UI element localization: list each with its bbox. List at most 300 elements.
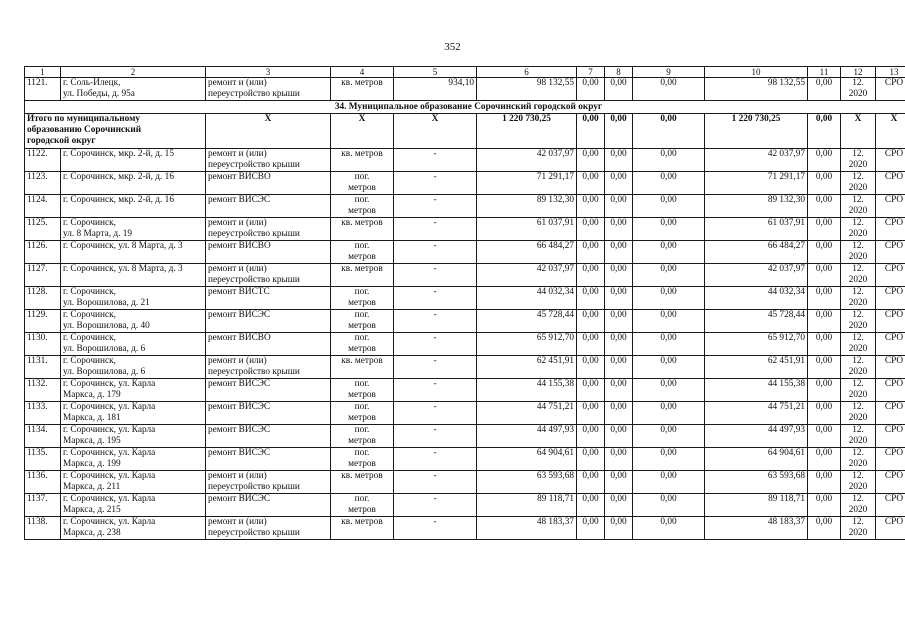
method-cell bbox=[876, 218, 905, 241]
address-cell-line: Маркса, д. 181 bbox=[63, 413, 121, 423]
work-type-cell-line: ремонт и (или) bbox=[208, 264, 267, 274]
total-cost-cell bbox=[477, 471, 577, 494]
total-cost-cell bbox=[477, 425, 577, 448]
col11-cell bbox=[808, 402, 841, 425]
volume-cell-line: - bbox=[433, 218, 437, 228]
col10-cell bbox=[705, 402, 808, 425]
method-cell bbox=[876, 379, 905, 402]
col11-cell-line: 0,00 bbox=[815, 264, 833, 274]
completion-date-cell-line: 12. bbox=[852, 379, 864, 389]
unit-cell-line: метров bbox=[348, 390, 376, 400]
work-type-cell-line: ремонт и (или) bbox=[208, 517, 267, 527]
col7-cell bbox=[577, 78, 605, 101]
col8-cell-line: 0,00 bbox=[610, 356, 627, 366]
work-type-cell bbox=[206, 425, 331, 448]
work-type-cell-line bbox=[208, 206, 328, 217]
column-number-11: 11 bbox=[808, 67, 841, 78]
total-cost-cell bbox=[477, 356, 577, 379]
method-cell-line: СРО bbox=[884, 356, 904, 366]
col8-cell bbox=[605, 448, 633, 471]
address-cell-line: г. Сорочинск, bbox=[63, 333, 116, 343]
column-number-13: 13 bbox=[876, 67, 905, 78]
address-cell-line: г. Сорочинск, bbox=[63, 287, 116, 297]
col11-cell bbox=[808, 195, 841, 218]
table-row bbox=[25, 149, 905, 172]
col10-cell-line: 65 912,70 bbox=[767, 333, 805, 343]
work-type-cell-line: ремонт и (или) bbox=[208, 78, 267, 88]
col7-cell-line: 0,00 bbox=[582, 78, 599, 88]
col8-cell-line: 0,00 bbox=[610, 448, 627, 458]
col9-cell bbox=[633, 172, 705, 195]
row-number-line: 1130. bbox=[27, 333, 48, 343]
section-title: 34. Муниципальное образование Сорочинский городской округ bbox=[25, 101, 905, 114]
method-cell-line: СРО bbox=[884, 264, 904, 274]
unit-cell-line: кв. метров bbox=[341, 471, 383, 481]
completion-date-cell-line: 2020 bbox=[848, 436, 868, 446]
col10-cell-line: 42 037,97 bbox=[767, 149, 805, 159]
col8-cell bbox=[605, 356, 633, 379]
column-number-row bbox=[25, 67, 905, 78]
address-cell-line: г. Сорочинск, мкр. 2-й, д. 16 bbox=[63, 172, 174, 182]
address-cell-line bbox=[63, 206, 203, 217]
volume-cell-line: - bbox=[433, 448, 437, 458]
completion-date-cell-line: 12. bbox=[852, 218, 864, 228]
address-cell bbox=[61, 195, 206, 218]
unit-cell-line: метров bbox=[348, 183, 376, 193]
total-cost-cell bbox=[477, 333, 577, 356]
col11-cell-line: 0,00 bbox=[815, 78, 833, 88]
completion-date-cell bbox=[841, 379, 876, 402]
unit-cell-line: пог. bbox=[354, 494, 370, 504]
col8-cell bbox=[605, 494, 633, 517]
unit-cell bbox=[331, 402, 394, 425]
work-type-cell-line: ремонт ВИСЭС bbox=[208, 310, 271, 320]
unit-cell-line: кв. метров bbox=[341, 218, 383, 228]
volume-cell-line: - bbox=[433, 287, 437, 297]
work-type-cell bbox=[206, 471, 331, 494]
method-cell-line: СРО bbox=[884, 172, 904, 182]
section-total-row bbox=[25, 114, 905, 149]
volume-cell bbox=[394, 78, 477, 101]
col11-cell-line: 0,00 bbox=[815, 172, 833, 182]
unit-cell-line: метров bbox=[348, 321, 376, 331]
volume-cell bbox=[394, 425, 477, 448]
total-cost-cell bbox=[477, 114, 577, 149]
col9-cell-line: 0,00 bbox=[660, 356, 677, 366]
row-number bbox=[25, 494, 61, 517]
unit-cell-line: пог. bbox=[354, 172, 370, 182]
col7-cell-line: 0,00 bbox=[582, 287, 599, 297]
col8-cell bbox=[605, 287, 633, 310]
completion-date-cell bbox=[841, 333, 876, 356]
col11-cell-line: 0,00 bbox=[815, 287, 833, 297]
unit-cell bbox=[331, 425, 394, 448]
address-cell bbox=[61, 78, 206, 101]
col8-cell bbox=[605, 471, 633, 494]
address-cell-line: г. Сорочинск, ул. Карла bbox=[63, 402, 156, 412]
total-cost-cell bbox=[477, 517, 577, 540]
unit-cell bbox=[331, 78, 394, 101]
unit-cell-line: пог. bbox=[354, 448, 370, 458]
completion-date-cell bbox=[841, 264, 876, 287]
col9-cell-line: 0,00 bbox=[660, 425, 677, 435]
col9-cell bbox=[633, 195, 705, 218]
table-row bbox=[25, 494, 905, 517]
completion-date-cell bbox=[841, 356, 876, 379]
completion-date-cell-line: 2020 bbox=[848, 252, 868, 262]
method-cell-line: СРО bbox=[884, 494, 904, 504]
address-cell-line: ул. Победы, д. 95а bbox=[63, 89, 135, 99]
col7-cell-line: 0,00 bbox=[582, 425, 599, 435]
unit-cell bbox=[331, 448, 394, 471]
volume-cell-line: - bbox=[433, 195, 437, 205]
col11-cell-line: 0,00 bbox=[815, 333, 833, 343]
address-cell-line: г. Сорочинск, мкр. 2-й, д. 15 bbox=[63, 149, 174, 159]
completion-date-cell-line: 12. bbox=[852, 494, 864, 504]
col9-cell bbox=[633, 264, 705, 287]
col8-cell-line: 0,00 bbox=[610, 195, 627, 205]
unit-cell bbox=[331, 287, 394, 310]
work-type-cell-line: переустройство крыши bbox=[208, 528, 300, 538]
col11-cell bbox=[808, 310, 841, 333]
work-type-cell bbox=[206, 517, 331, 540]
unit-cell-line: метров bbox=[348, 206, 376, 216]
col8-cell bbox=[605, 149, 633, 172]
address-cell bbox=[61, 471, 206, 494]
total-cost-cell bbox=[477, 241, 577, 264]
address-cell-line: Маркса, д. 179 bbox=[63, 390, 121, 400]
col8-cell bbox=[605, 241, 633, 264]
total-date-cell bbox=[841, 114, 876, 149]
address-cell-line: г. Сорочинск, bbox=[63, 218, 116, 228]
total-unit-cell-line: Х bbox=[358, 114, 366, 124]
col10-cell-line: 66 484,27 bbox=[767, 241, 805, 251]
unit-cell-line: метров bbox=[348, 436, 376, 446]
col8-cell bbox=[605, 402, 633, 425]
work-type-cell-line: ремонт ВИСЭС bbox=[208, 448, 271, 458]
page-number: 352 bbox=[444, 41, 461, 53]
address-cell bbox=[61, 310, 206, 333]
col8-cell-line: 0,00 bbox=[610, 471, 627, 481]
address-cell-line: ул. Ворошилова, д. 21 bbox=[63, 298, 150, 308]
col11-cell bbox=[808, 379, 841, 402]
method-cell-line: СРО bbox=[884, 333, 904, 343]
method-cell bbox=[876, 356, 905, 379]
volume-cell bbox=[394, 287, 477, 310]
unit-cell-line: метров bbox=[348, 505, 376, 515]
row-number-line: 1123. bbox=[27, 172, 48, 182]
col9-cell-line: 0,00 bbox=[660, 287, 677, 297]
col10-cell-line: 89 132,30 bbox=[767, 195, 805, 205]
col10-cell-line: 64 904,61 bbox=[767, 448, 805, 458]
completion-date-cell bbox=[841, 425, 876, 448]
total-col9-cell-line: 0,00 bbox=[660, 114, 677, 124]
method-cell bbox=[876, 172, 905, 195]
volume-cell-line: - bbox=[433, 402, 437, 412]
address-cell-line: Маркса, д. 211 bbox=[63, 482, 121, 492]
col10-cell-line: 62 451,91 bbox=[767, 356, 805, 366]
total-method-cell-line: Х bbox=[890, 114, 898, 124]
completion-date-cell-line: 2020 bbox=[848, 528, 868, 538]
total-cost-cell-line: 48 183,37 bbox=[536, 517, 574, 527]
address-cell bbox=[61, 218, 206, 241]
table-row bbox=[25, 195, 905, 218]
row-number-line: 1136. bbox=[27, 471, 48, 481]
total-volume-cell bbox=[394, 114, 477, 149]
col10-cell-line: 44 032,34 bbox=[767, 287, 805, 297]
col7-cell bbox=[577, 356, 605, 379]
row-number-line: 1129. bbox=[27, 310, 48, 320]
col9-cell bbox=[633, 379, 705, 402]
completion-date-cell-line: 2020 bbox=[848, 321, 868, 331]
completion-date-cell bbox=[841, 494, 876, 517]
row-number bbox=[25, 218, 61, 241]
unit-cell-line: кв. метров bbox=[341, 78, 383, 88]
unit-cell bbox=[331, 494, 394, 517]
total-cost-cell bbox=[477, 448, 577, 471]
completion-date-cell bbox=[841, 78, 876, 101]
unit-cell bbox=[331, 379, 394, 402]
completion-date-cell-line: 12. bbox=[852, 287, 864, 297]
address-cell-line bbox=[63, 252, 203, 263]
col9-cell bbox=[633, 425, 705, 448]
column-number-7: 7 bbox=[577, 67, 605, 78]
address-cell-line: ул. Ворошилова, д. 6 bbox=[63, 367, 146, 377]
total-col11-cell-line: 0,00 bbox=[815, 114, 833, 124]
volume-cell-line: - bbox=[433, 264, 437, 274]
total-cost-cell-line: 62 451,91 bbox=[536, 356, 574, 366]
unit-cell-line: метров bbox=[348, 413, 376, 423]
completion-date-cell-line: 12. bbox=[852, 333, 864, 343]
volume-cell-line: - bbox=[433, 149, 437, 159]
unit-cell bbox=[331, 241, 394, 264]
section-total-label-line: Итого по муниципальному bbox=[27, 114, 141, 124]
col9-cell-line: 0,00 bbox=[660, 264, 677, 274]
completion-date-cell-line: 12. bbox=[852, 241, 864, 251]
col9-cell bbox=[633, 287, 705, 310]
unit-cell bbox=[331, 264, 394, 287]
col8-cell-line: 0,00 bbox=[610, 402, 627, 412]
col11-cell-line: 0,00 bbox=[815, 494, 833, 504]
col7-cell bbox=[577, 149, 605, 172]
address-cell-line bbox=[63, 275, 203, 286]
column-number-5: 5 bbox=[394, 67, 477, 78]
row-number bbox=[25, 78, 61, 101]
col8-cell-line: 0,00 bbox=[610, 78, 627, 88]
col8-cell bbox=[605, 310, 633, 333]
column-number-8: 8 bbox=[605, 67, 633, 78]
address-cell-line: Маркса, д. 238 bbox=[63, 528, 121, 538]
unit-cell-line: кв. метров bbox=[341, 264, 383, 274]
completion-date-cell-line: 2020 bbox=[848, 89, 868, 99]
work-type-cell-line bbox=[208, 183, 328, 194]
col7-cell-line: 0,00 bbox=[582, 241, 599, 251]
method-cell bbox=[876, 264, 905, 287]
address-cell-line: Маркса, д. 195 bbox=[63, 436, 121, 446]
total-cost-cell bbox=[477, 310, 577, 333]
work-type-cell bbox=[206, 379, 331, 402]
work-type-cell-line bbox=[208, 413, 328, 424]
address-cell bbox=[61, 172, 206, 195]
address-cell bbox=[61, 264, 206, 287]
total-cost-cell bbox=[477, 379, 577, 402]
total-cost-cell bbox=[477, 494, 577, 517]
column-number-6: 6 bbox=[477, 67, 577, 78]
completion-date-cell-line: 2020 bbox=[848, 183, 868, 193]
col9-cell bbox=[633, 78, 705, 101]
row-number-line: 1134. bbox=[27, 425, 48, 435]
col11-cell-line: 0,00 bbox=[815, 195, 833, 205]
row-number bbox=[25, 471, 61, 494]
completion-date-cell-line: 2020 bbox=[848, 390, 868, 400]
col7-cell bbox=[577, 494, 605, 517]
address-cell bbox=[61, 379, 206, 402]
col11-cell bbox=[808, 264, 841, 287]
completion-date-cell-line: 2020 bbox=[848, 275, 868, 285]
row-number-line: 1124. bbox=[27, 195, 48, 205]
completion-date-cell-line: 12. bbox=[852, 172, 864, 182]
col7-cell bbox=[577, 310, 605, 333]
work-type-cell bbox=[206, 402, 331, 425]
col7-cell-line: 0,00 bbox=[582, 310, 599, 320]
work-type-cell-line bbox=[208, 505, 328, 516]
col7-cell bbox=[577, 333, 605, 356]
row-number bbox=[25, 264, 61, 287]
col8-cell-line: 0,00 bbox=[610, 218, 627, 228]
col7-cell bbox=[577, 379, 605, 402]
col8-cell bbox=[605, 218, 633, 241]
total-cost-cell-line: 63 593,68 bbox=[536, 471, 574, 481]
col9-cell-line: 0,00 bbox=[660, 241, 677, 251]
work-type-cell bbox=[206, 149, 331, 172]
row-number bbox=[25, 402, 61, 425]
volume-cell-line: - bbox=[433, 425, 437, 435]
total-col7-cell bbox=[577, 114, 605, 149]
volume-cell bbox=[394, 517, 477, 540]
total-work-cell bbox=[206, 114, 331, 149]
method-cell bbox=[876, 195, 905, 218]
row-number-line: 1135. bbox=[27, 448, 48, 458]
col7-cell-line: 0,00 bbox=[582, 218, 599, 228]
col7-cell-line: 0,00 bbox=[582, 195, 599, 205]
work-type-cell-line: ремонт ВИСТС bbox=[208, 287, 270, 297]
col11-cell bbox=[808, 333, 841, 356]
work-type-cell-line bbox=[208, 321, 328, 332]
total-cost-cell bbox=[477, 78, 577, 101]
completion-date-cell bbox=[841, 517, 876, 540]
method-cell-line: СРО bbox=[884, 195, 904, 205]
table-body bbox=[25, 67, 905, 540]
col8-cell-line: 0,00 bbox=[610, 425, 627, 435]
address-cell-line: ул. Ворошилова, д. 6 bbox=[63, 344, 146, 354]
col11-cell-line: 0,00 bbox=[815, 218, 833, 228]
total-cost-cell-line: 71 291,17 bbox=[536, 172, 574, 182]
method-cell-line: СРО bbox=[884, 517, 904, 527]
total-unit-cell bbox=[331, 114, 394, 149]
volume-cell-line: - bbox=[433, 310, 437, 320]
row-number-line: 1132. bbox=[27, 379, 48, 389]
method-cell-line: СРО bbox=[884, 218, 904, 228]
col11-cell-line: 0,00 bbox=[815, 517, 833, 527]
col7-cell bbox=[577, 471, 605, 494]
total-work-cell-line: Х bbox=[264, 114, 272, 124]
total-col8-cell bbox=[605, 114, 633, 149]
total-cost-cell-line: 42 037,97 bbox=[536, 149, 574, 159]
unit-cell-line: пог. bbox=[354, 333, 370, 343]
address-cell bbox=[61, 287, 206, 310]
col9-cell-line: 0,00 bbox=[660, 195, 677, 205]
row-number-line: 1127. bbox=[27, 264, 48, 274]
work-type-cell bbox=[206, 333, 331, 356]
table-row bbox=[25, 218, 905, 241]
col11-cell bbox=[808, 172, 841, 195]
row-number bbox=[25, 333, 61, 356]
method-cell bbox=[876, 287, 905, 310]
col8-cell bbox=[605, 333, 633, 356]
completion-date-cell-line: 12. bbox=[852, 425, 864, 435]
column-number-2: 2 bbox=[61, 67, 206, 78]
row-number bbox=[25, 172, 61, 195]
completion-date-cell bbox=[841, 149, 876, 172]
col7-cell-line: 0,00 bbox=[582, 517, 599, 527]
unit-cell bbox=[331, 333, 394, 356]
total-col10-cell-line: 1 220 730,25 bbox=[731, 114, 781, 124]
row-number-line: 1137. bbox=[27, 494, 48, 504]
completion-date-cell-line: 2020 bbox=[848, 505, 868, 515]
col10-cell-line: 44 155,38 bbox=[767, 379, 805, 389]
col8-cell-line: 0,00 bbox=[610, 333, 627, 343]
volume-cell bbox=[394, 241, 477, 264]
method-cell-line: СРО bbox=[884, 241, 904, 251]
col8-cell bbox=[605, 172, 633, 195]
col11-cell bbox=[808, 241, 841, 264]
completion-date-cell bbox=[841, 241, 876, 264]
work-type-cell-line: ремонт и (или) bbox=[208, 218, 267, 228]
col7-cell bbox=[577, 241, 605, 264]
row-number-line: 1121. bbox=[27, 78, 48, 88]
completion-date-cell-line: 12. bbox=[852, 517, 864, 527]
total-cost-cell-line: 89 132,30 bbox=[536, 195, 574, 205]
total-cost-cell bbox=[477, 172, 577, 195]
address-cell bbox=[61, 149, 206, 172]
col10-cell bbox=[705, 241, 808, 264]
volume-cell bbox=[394, 448, 477, 471]
volume-cell bbox=[394, 333, 477, 356]
method-cell bbox=[876, 448, 905, 471]
volume-cell-line: 934,10 bbox=[448, 78, 474, 88]
col11-cell-line: 0,00 bbox=[815, 448, 833, 458]
method-cell-line: СРО bbox=[884, 78, 904, 88]
col11-cell bbox=[808, 218, 841, 241]
work-type-cell bbox=[206, 264, 331, 287]
method-cell-line: СРО bbox=[884, 402, 904, 412]
method-cell bbox=[876, 517, 905, 540]
volume-cell bbox=[394, 172, 477, 195]
address-cell-line: г. Сорочинск, ул. Карла bbox=[63, 471, 156, 481]
method-cell-line: СРО bbox=[884, 425, 904, 435]
completion-date-cell bbox=[841, 310, 876, 333]
unit-cell-line: метров bbox=[348, 459, 376, 469]
col9-cell-line: 0,00 bbox=[660, 517, 677, 527]
address-cell-line: г. Сорочинск, ул. Карла bbox=[63, 494, 156, 504]
address-cell-line bbox=[63, 160, 203, 171]
col7-cell-line: 0,00 bbox=[582, 448, 599, 458]
total-date-cell-line: Х bbox=[854, 114, 862, 124]
unit-cell bbox=[331, 218, 394, 241]
table-row bbox=[25, 310, 905, 333]
volume-cell-line: - bbox=[433, 333, 437, 343]
completion-date-cell-line: 12. bbox=[852, 471, 864, 481]
